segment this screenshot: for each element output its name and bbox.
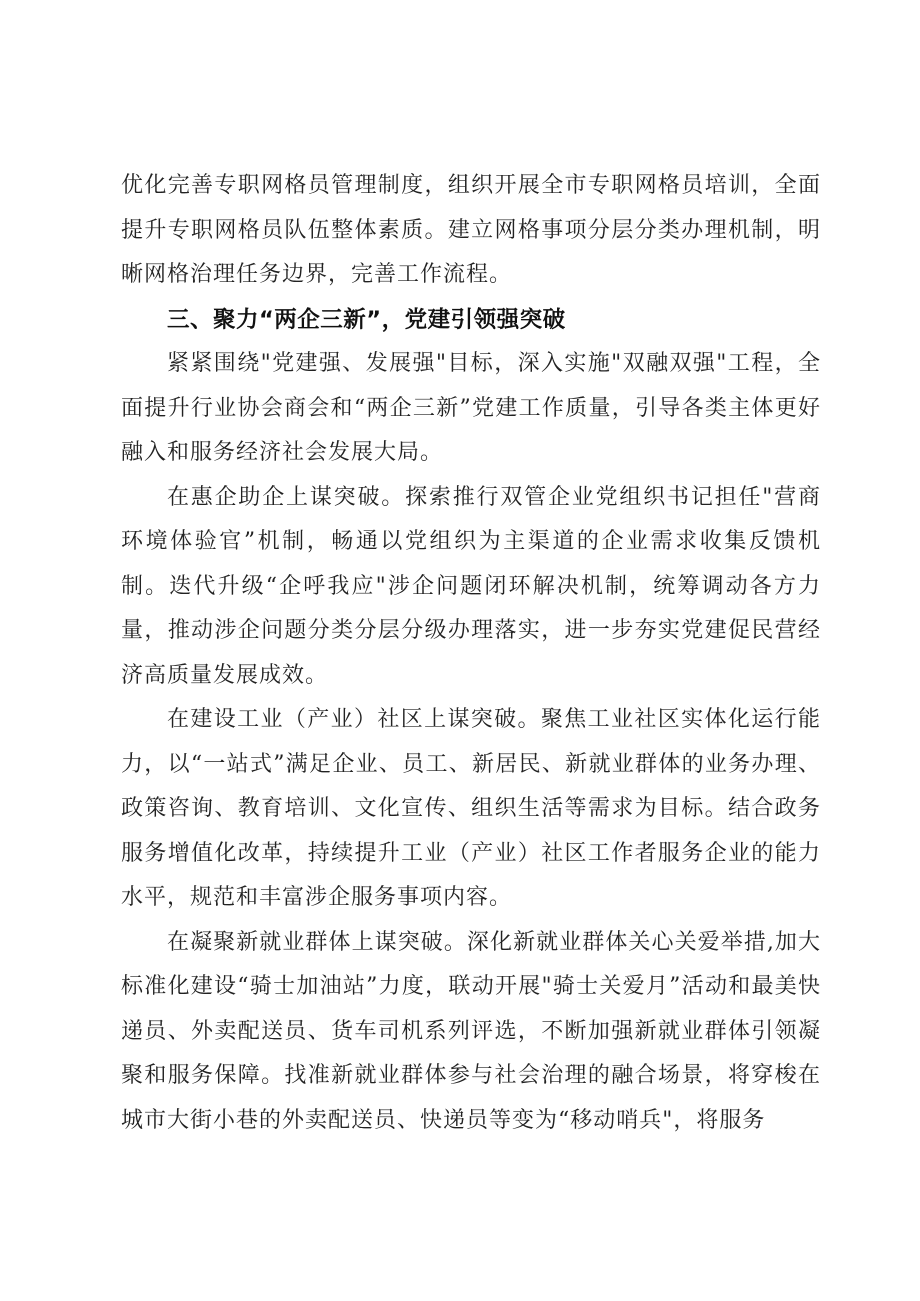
paragraph-enterprise-support: 在惠企助企上谋突破。探索推行双管企业党组织书记担任"营商环境体验官”机制，畅通以党组织为主渠道的企业需求收集反馈机制。迭代升级“企呼我应"涉企问题闭环解决机制，统筹调动各方力量，推动涉企问题分类分层分级办理落实，进一步夯实党建促民营经济高质量发展成效。	[121, 484, 821, 688]
paragraph-continued: 优化完善专职网格员管理制度，组织开展全市专职网格员培训，全面提升专职网格员队伍整体素质。建立网格事项分层分类办理机制，明晰网格治理任务边界，完善工作流程。	[121, 173, 821, 287]
section-heading: 三、聚力“两企三新”，党建引领强突破	[167, 306, 566, 333]
paragraph-intro: 紧紧围绕"党建强、发展强"目标，深入实施"双融双强"工程，全面提升行业协会商会和“两企三新”党建工作质量，引导各类主体更好融入和服务经济社会发展大局。	[121, 351, 821, 465]
paragraph-new-employment-groups: 在凝聚新就业群体上谋突破。深化新就业群体关心关爱举措,加大标准化建设“骑士加油站”力度，联动开展"骑士关爱月”活动和最美快递员、外卖配送员、货车司机系列评选，不断加强新就业群体引领凝聚和服务保障。找准新就业群体参与社会治理的融合场景，将穿梭在城市大街小巷的外卖配送员、快递员等变为“移动哨兵"，将服务	[121, 929, 821, 1133]
document-body	[121, 164, 821, 1143]
paragraph-industrial-community: 在建设工业（产业）社区上谋突破。聚焦工业社区实体化运行能力，以“一站式”满足企业、员工、新居民、新就业群体的业务办理、政策咨询、教育培训、文化宣传、组织生活等需求为目标。结合政务服务增值化改革，持续提升工业（产业）社区工作者服务企业的能力水平，规范和丰富涉企服务事项内容。	[121, 707, 821, 910]
